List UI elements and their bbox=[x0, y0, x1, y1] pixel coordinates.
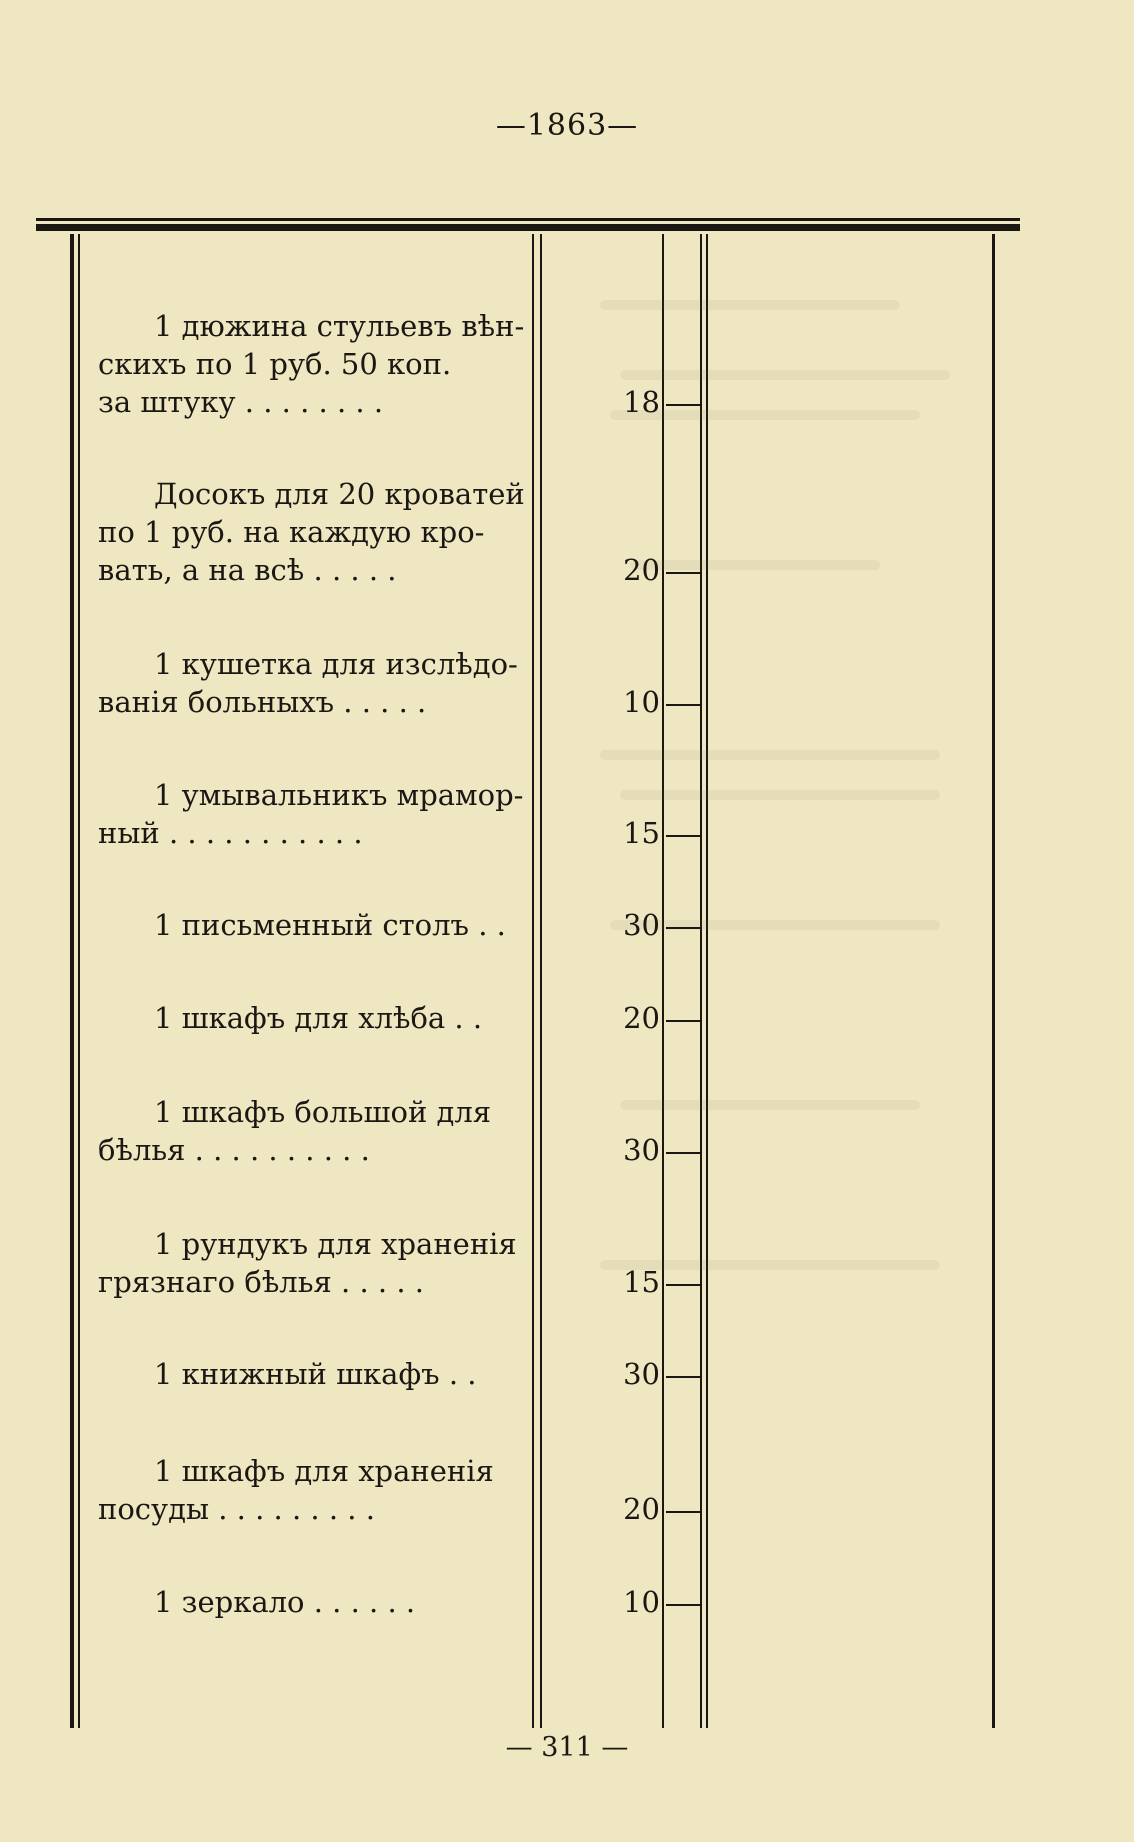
item-line: ный . . . . . . . . . . . bbox=[98, 816, 363, 850]
kopeck-dash bbox=[666, 1376, 702, 1378]
item-line: скихъ по 1 руб. 50 коп. bbox=[98, 347, 452, 381]
item-line: 1 шкафъ большой для bbox=[154, 1095, 492, 1129]
item-amount: 20 bbox=[623, 1001, 660, 1035]
list-item bbox=[98, 307, 525, 421]
item-line: грязнаго бѣлья . . . . . bbox=[98, 1265, 424, 1299]
kopeck-dash bbox=[666, 1284, 702, 1286]
item-line: вать, а на всѣ . . . . . bbox=[98, 553, 397, 587]
item-amount: 10 bbox=[623, 685, 660, 719]
item-line: ванія больныхъ . . . . . bbox=[98, 685, 427, 719]
list-item bbox=[98, 906, 522, 944]
item-line: 1 умывальникъ мрамор- bbox=[154, 778, 524, 812]
left-border-line bbox=[70, 234, 74, 1728]
item-amount: 20 bbox=[623, 1492, 660, 1526]
item-line: Досокъ для 20 кроватей bbox=[154, 477, 525, 511]
column-divider-text-2 bbox=[540, 234, 542, 1728]
column-divider-kopecks bbox=[700, 234, 702, 1728]
item-line: 1 письменный столъ . . bbox=[154, 908, 506, 942]
kopeck-dash bbox=[666, 704, 702, 706]
right-border-line bbox=[992, 234, 995, 1728]
item-line: 1 зеркало . . . . . . bbox=[154, 1585, 416, 1619]
kopeck-dash bbox=[666, 1511, 702, 1513]
item-line: 1 шкафъ для храненія bbox=[154, 1454, 494, 1488]
item-line: по 1 руб. на каждую кро- bbox=[98, 515, 485, 549]
kopeck-dash bbox=[666, 927, 702, 929]
column-divider-kopecks-2 bbox=[706, 234, 708, 1728]
list-item bbox=[98, 475, 525, 589]
item-amount: 30 bbox=[623, 908, 660, 942]
item-line: 1 книжный шкафъ . . bbox=[154, 1357, 477, 1391]
top-rule bbox=[36, 218, 1020, 221]
item-line: 1 кушетка для изслѣдо- bbox=[154, 647, 518, 681]
list-item bbox=[98, 645, 522, 721]
kopeck-dash bbox=[666, 404, 702, 406]
item-line: 1 рундукъ для храненія bbox=[154, 1227, 517, 1261]
left-border-thin bbox=[78, 234, 80, 1728]
item-amount: 15 bbox=[623, 816, 660, 850]
list-item bbox=[98, 1093, 522, 1169]
page-header-year: —1863— bbox=[495, 108, 639, 143]
item-line: посуды . . . . . . . . . bbox=[98, 1492, 375, 1526]
page-number: — 311 — bbox=[505, 1732, 629, 1763]
list-item bbox=[98, 1583, 522, 1621]
kopeck-dash bbox=[666, 835, 702, 837]
item-amount: 30 bbox=[623, 1133, 660, 1167]
item-amount: 15 bbox=[623, 1265, 660, 1299]
item-line: за штуку . . . . . . . . bbox=[98, 385, 384, 419]
kopeck-dash bbox=[666, 1020, 702, 1022]
column-divider-text bbox=[532, 234, 534, 1728]
list-item bbox=[98, 776, 522, 852]
kopeck-dash bbox=[666, 1604, 702, 1606]
item-line: 1 шкафъ для хлѣба . . bbox=[154, 1001, 483, 1035]
list-item bbox=[98, 999, 522, 1037]
list-item bbox=[98, 1355, 522, 1393]
kopeck-dash bbox=[666, 1152, 702, 1154]
column-divider-amount bbox=[662, 234, 664, 1728]
kopeck-dash bbox=[666, 572, 702, 574]
item-amount: 10 bbox=[623, 1585, 660, 1619]
item-line: 1 дюжина стульевъ вѣн- bbox=[154, 309, 525, 343]
top-rule-2 bbox=[36, 224, 1020, 231]
item-amount: 20 bbox=[623, 553, 660, 587]
item-line: бѣлья . . . . . . . . . . bbox=[98, 1133, 370, 1167]
list-item bbox=[98, 1452, 522, 1528]
item-amount: 30 bbox=[623, 1357, 660, 1391]
list-item bbox=[98, 1225, 522, 1301]
item-amount: 18 bbox=[623, 385, 660, 419]
